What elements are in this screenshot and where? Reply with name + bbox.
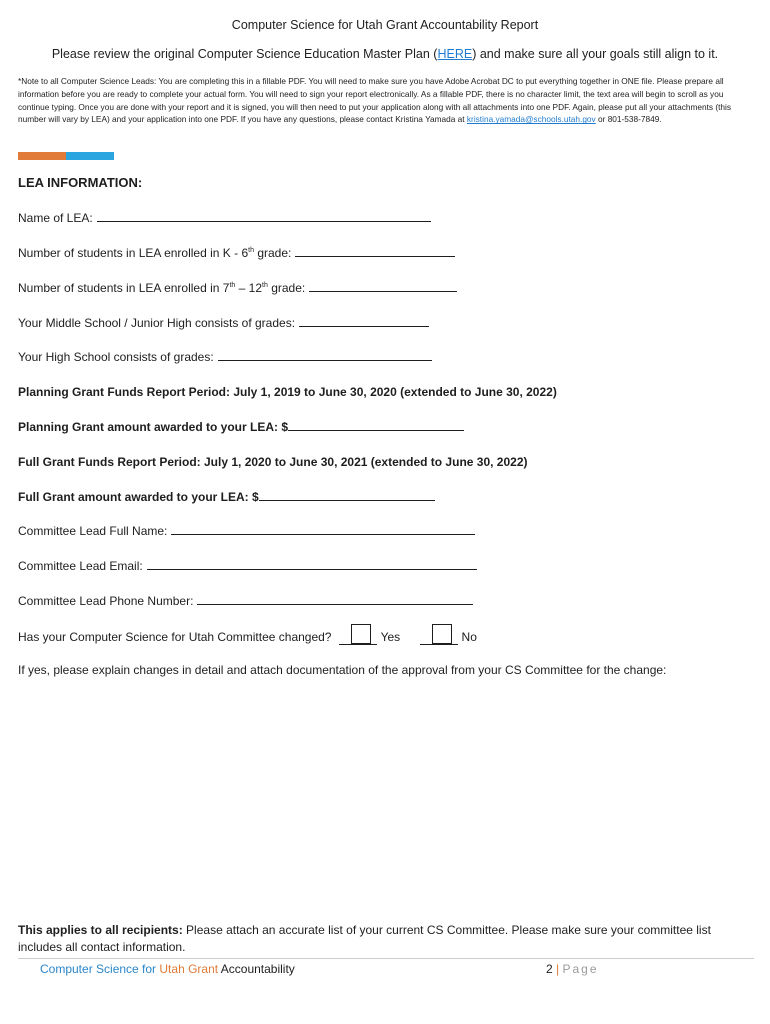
g712-label-before: Number of students in LEA enrolled in 7 <box>18 281 230 295</box>
no-option <box>420 624 458 645</box>
yes-label: Yes <box>380 630 401 644</box>
committee-changed-row <box>18 624 477 645</box>
footer-divider <box>18 958 754 959</box>
g712-enrollment-row <box>18 281 457 295</box>
full-amount-row <box>18 490 435 504</box>
lead-name-field[interactable] <box>171 524 475 535</box>
lead-email-field[interactable] <box>147 559 477 570</box>
lea-name-field[interactable] <box>97 211 431 222</box>
if-yes-text: If yes, please explain changes in detail and attach documentation of the approval from your CS Committee for the change: <box>18 663 667 677</box>
committee-changed-label: Has your Computer Science for Utah Committee changed? <box>18 630 332 644</box>
no-checkbox[interactable] <box>432 624 452 644</box>
contact-phone: or 801-538-7849. <box>595 114 662 125</box>
high-school-field[interactable] <box>218 350 432 361</box>
k6-label-after: grade: <box>253 246 292 260</box>
lead-email-row <box>18 559 477 573</box>
review-text-after: ) and make sure all your goals still align to it. <box>472 47 719 61</box>
note-to-leads <box>18 75 754 126</box>
full-period-row <box>18 455 527 469</box>
k6-label-sup: th <box>248 247 254 254</box>
footer-page-number <box>546 962 599 976</box>
middle-school-label: Your Middle School / Junior High consists of grades: <box>18 316 296 330</box>
explanation-text-area[interactable] <box>18 686 754 912</box>
lead-name-label: Committee Lead Full Name: <box>18 524 168 538</box>
yes-checkbox[interactable] <box>351 624 371 644</box>
footer-part-cs: Computer Science for <box>40 962 160 976</box>
g712-enrollment-field[interactable] <box>309 281 457 292</box>
k6-enrollment-field[interactable] <box>295 246 455 257</box>
planning-amount-field[interactable] <box>288 420 464 431</box>
review-text-before: Please review the original Computer Science Education Master Plan ( <box>51 47 438 61</box>
if-yes-row <box>18 663 666 677</box>
orange-bar-segment <box>18 152 66 160</box>
note-text: *Note to all Computer Science Leads: You are completing this in a fillable PDF. You will need to make sure you have Adobe Acrobat DC to put everything together in ONE file. Please prepare all information before you are ready to complete your actual form. You will need to sign your report electronically. As a fillable PDF, there is no character limit, the text area will begin to scroll as you continue typing. Once you are done with your report and it is signed, you will then need to put your application along with all attachments into one PDF. Again, please put all your attachments (this number will vary by LEA) and your application into one PDF. If you have any questions, please contact Kristina Yamada at <box>18 76 732 125</box>
page-word: Page <box>562 962 599 976</box>
planning-amount-label: Planning Grant amount awarded to your LEA: $ <box>18 420 289 434</box>
g712-label-sup1: th <box>229 282 236 289</box>
lead-name-row <box>18 524 475 538</box>
planning-period-row <box>18 385 557 399</box>
high-school-label: Your High School consists of grades: <box>18 350 214 364</box>
page-number: 2 <box>546 962 553 976</box>
lead-phone-field[interactable] <box>197 594 473 605</box>
blue-bar-segment <box>66 152 114 160</box>
master-plan-link[interactable]: HERE <box>437 47 473 61</box>
footer-program-name <box>40 962 295 976</box>
high-school-row <box>18 350 432 364</box>
g712-label-after: grade: <box>267 281 306 295</box>
recipients-note-bold: This applies to all recipients: <box>18 923 183 937</box>
full-amount-label: Full Grant amount awarded to your LEA: $ <box>18 490 259 504</box>
full-period-text: Full Grant Funds Report Period: July 1, 2020 to June 30, 2021 (extended to June 30, 2022) <box>18 455 528 469</box>
section-heading: LEA INFORMATION: <box>18 175 143 190</box>
lead-phone-row <box>18 594 473 608</box>
review-instruction <box>0 47 770 61</box>
full-amount-field[interactable] <box>259 490 435 501</box>
decorative-color-bar <box>18 152 114 160</box>
page-title: Computer Science for Utah Grant Accountability Report <box>231 18 539 32</box>
page-separator: | <box>552 962 563 976</box>
k6-label-before: Number of students in LEA enrolled in K - 6 <box>18 246 249 260</box>
planning-period-text: Planning Grant Funds Report Period: July 1, 2019 to June 30, 2020 (extended to June 30, 2022) <box>18 385 557 399</box>
recipients-note <box>18 922 754 956</box>
lead-phone-label: Committee Lead Phone Number: <box>18 594 194 608</box>
middle-school-field[interactable] <box>299 316 429 327</box>
contact-email-link[interactable]: kristina.yamada@schools.utah.gov <box>466 114 596 125</box>
lea-name-label: Name of LEA: <box>18 211 93 225</box>
planning-amount-row <box>18 420 464 434</box>
middle-school-row <box>18 316 429 330</box>
g712-label-mid: – 12 <box>235 281 263 295</box>
k6-enrollment-row <box>18 246 455 260</box>
lead-email-label: Committee Lead Email: <box>18 559 143 573</box>
yes-option <box>339 624 377 645</box>
recipients-note-text: Please attach an accurate list of your current CS Committee. Please make sure your committee list includes all contact information. <box>18 923 711 954</box>
footer-part-accountability: Accountability <box>218 962 295 976</box>
footer-part-utah-grant: Utah Grant <box>159 962 219 976</box>
g712-label-sup2: th <box>262 282 268 289</box>
no-label: No <box>461 630 477 644</box>
lea-name-row <box>18 211 431 225</box>
